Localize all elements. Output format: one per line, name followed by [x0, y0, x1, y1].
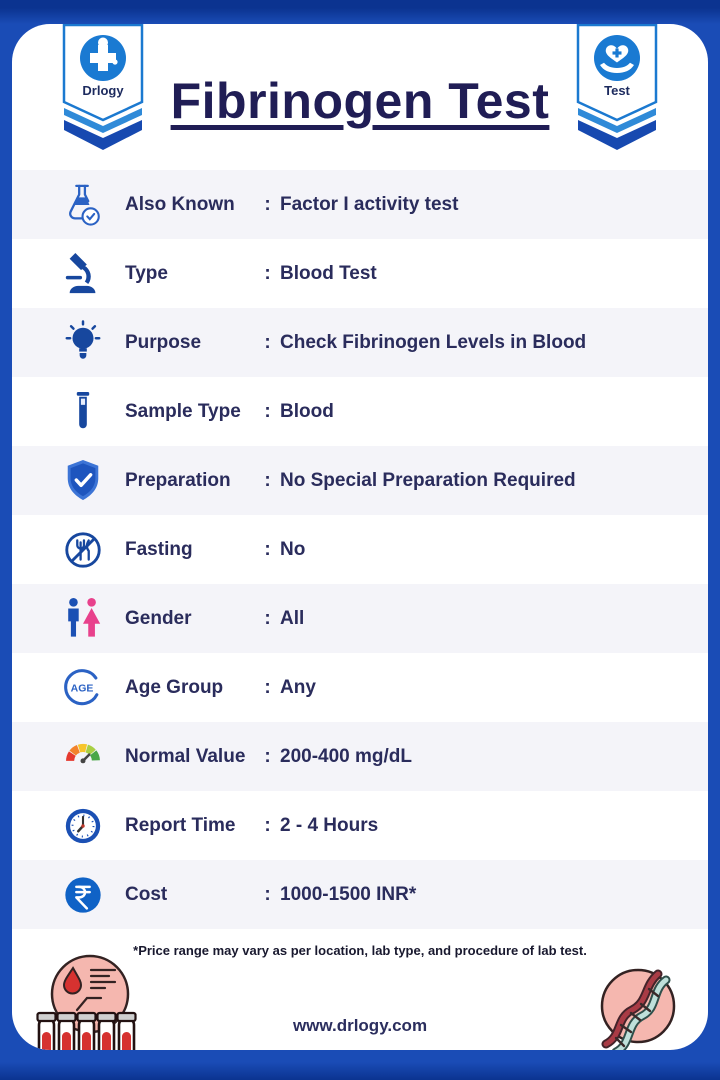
- test-badge: [574, 24, 660, 150]
- info-card: [12, 24, 708, 1050]
- row-age-group: [12, 653, 708, 722]
- row-report-time: [12, 791, 708, 860]
- row-label: Sample Type: [125, 400, 241, 422]
- row-gender: [12, 584, 708, 653]
- row-label: Purpose: [125, 331, 202, 353]
- row-value: 200-400 mg/dL: [280, 745, 412, 767]
- row-colon: :: [264, 193, 271, 215]
- row-colon: :: [264, 676, 271, 698]
- test-badge-label: Test: [604, 83, 630, 98]
- row-colon: :: [264, 745, 271, 767]
- row-value: All: [280, 607, 305, 629]
- website-url: www.drlogy.com: [292, 1016, 428, 1035]
- age-label: AGE: [70, 681, 94, 694]
- rupee-icon: [62, 872, 104, 918]
- row-value: Any: [280, 676, 316, 698]
- row-colon: :: [264, 538, 271, 560]
- row-value: 1000-1500 INR*: [280, 883, 417, 905]
- row-label: Cost: [125, 883, 168, 905]
- row-sample-type: [12, 377, 708, 446]
- row-value: No Special Preparation Required: [280, 469, 576, 491]
- test-detail-list: [12, 170, 708, 929]
- row-label: Gender: [125, 607, 192, 629]
- page-title: Fibrinogen Test: [170, 73, 550, 129]
- row-label: Report Time: [125, 814, 236, 836]
- row-colon: :: [264, 883, 271, 905]
- row-label: Fasting: [125, 538, 193, 560]
- brand-badge-label: Drlogy: [82, 83, 124, 98]
- row-value: Blood Test: [280, 262, 377, 284]
- age-group-icon: [62, 665, 104, 711]
- row-cost: [12, 860, 708, 929]
- test-tube-icon: [62, 389, 104, 435]
- row-colon: :: [264, 469, 271, 491]
- flask-check-icon: [62, 182, 104, 228]
- row-label: Preparation: [125, 469, 231, 491]
- row-normal-value: [12, 722, 708, 791]
- microscope-icon: [62, 251, 104, 297]
- row-fasting: [12, 515, 708, 584]
- row-label: Age Group: [125, 676, 224, 698]
- row-colon: :: [264, 331, 271, 353]
- lightbulb-icon: [62, 320, 104, 366]
- row-type: [12, 239, 708, 308]
- row-preparation: [12, 446, 708, 515]
- gender-icon: [62, 596, 104, 642]
- row-label: Type: [125, 262, 168, 284]
- dna-illustration: [586, 960, 686, 1050]
- clock-icon: [62, 803, 104, 849]
- gauge-icon: [62, 734, 104, 780]
- row-also-known: [12, 170, 708, 239]
- row-value: Factor I activity test: [280, 193, 459, 215]
- row-colon: :: [264, 262, 271, 284]
- row-colon: :: [264, 400, 271, 422]
- row-colon: :: [264, 814, 271, 836]
- shield-check-icon: [62, 458, 104, 504]
- row-value: 2 - 4 Hours: [280, 814, 379, 836]
- header: [12, 24, 708, 170]
- price-disclaimer: *Price range may vary as per location, lab type, and procedure of lab test.: [12, 929, 708, 971]
- row-value: No: [280, 538, 306, 560]
- row-colon: :: [264, 607, 271, 629]
- row-value: Check Fibrinogen Levels in Blood: [280, 331, 587, 353]
- row-value: Blood: [280, 400, 334, 422]
- row-purpose: [12, 308, 708, 377]
- no-food-icon: [62, 527, 104, 573]
- row-label: Also Known: [125, 193, 235, 215]
- row-label: Normal Value: [125, 745, 246, 767]
